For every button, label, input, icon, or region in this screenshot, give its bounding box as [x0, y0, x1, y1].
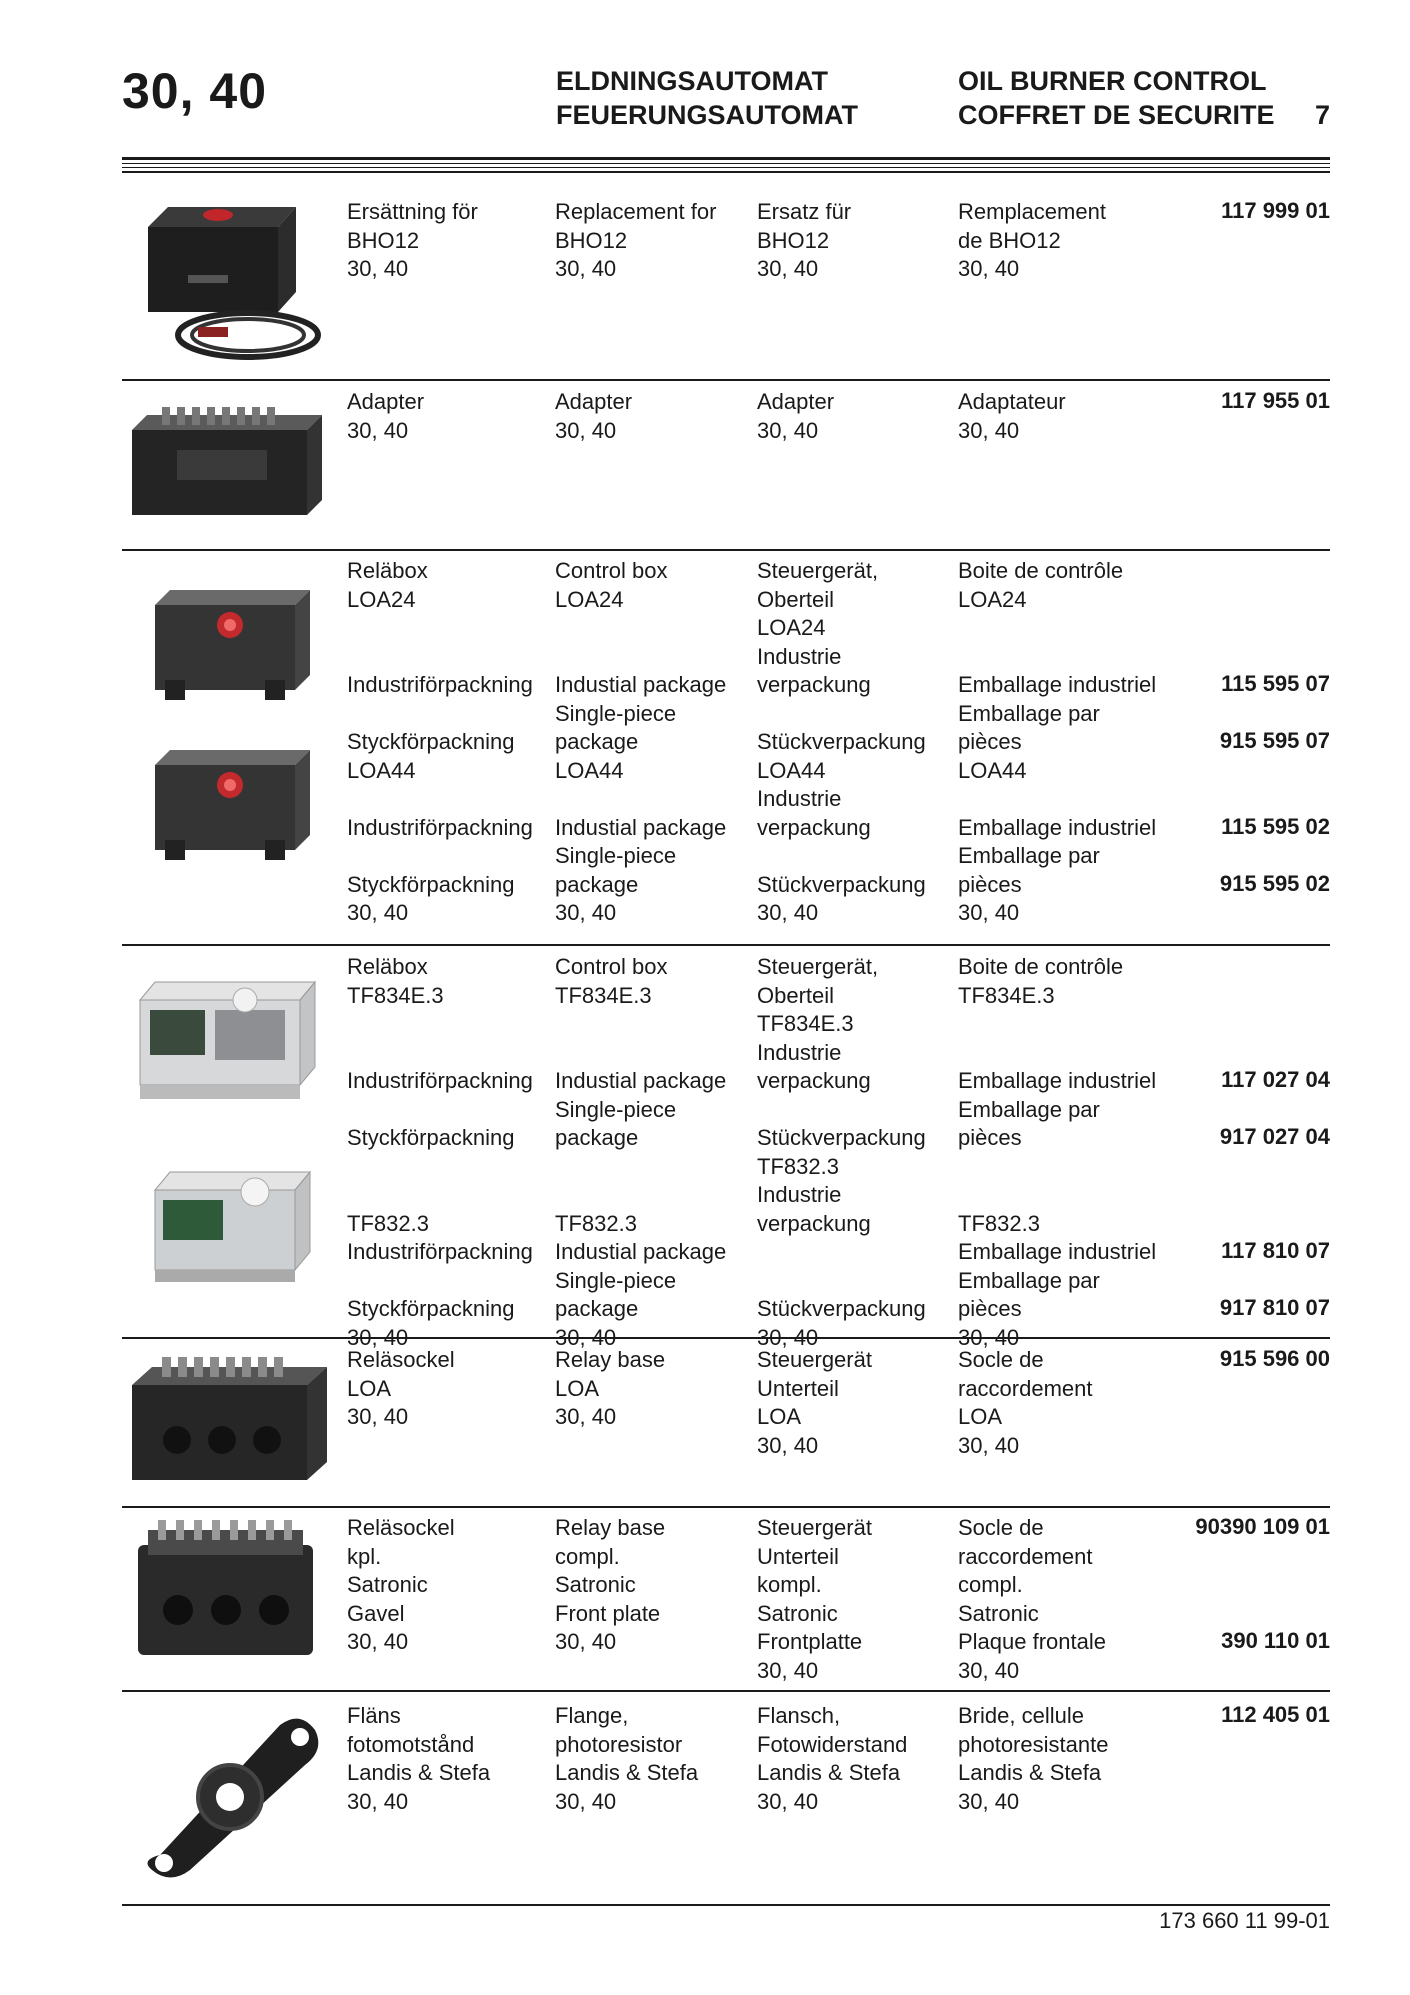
description-line: Socle de — [958, 1347, 1044, 1372]
description-line — [958, 1181, 1156, 1210]
description-line: pièces — [958, 729, 1022, 754]
description-line: Styckförpackning — [347, 871, 515, 897]
description-line: 30, 40 — [958, 1324, 1020, 1350]
description-line — [555, 1039, 726, 1068]
description-line: Satronic — [555, 1572, 636, 1597]
description-line: Stückverpackung — [757, 871, 926, 897]
description-line: package — [555, 1125, 639, 1150]
bho12-replacement-photo — [128, 195, 328, 370]
description-line: LOA24 — [555, 586, 624, 612]
description-line: photoresistor — [555, 1731, 683, 1757]
french-description — [958, 1346, 1093, 1460]
description-line: 30, 40 — [555, 900, 617, 925]
loa44-control-box-photo — [145, 735, 320, 865]
french-description — [958, 198, 1106, 284]
description-line: TF832.3 — [555, 1210, 637, 1236]
english-description — [555, 198, 716, 284]
description-line: Industriförpackning — [347, 672, 533, 697]
description-line: Reläsockel — [347, 1515, 455, 1540]
loa24-control-box-photo — [145, 575, 320, 705]
description-line: TF834E.3 — [347, 982, 444, 1008]
english-description — [555, 557, 726, 928]
description-line: TF834E.3 — [757, 1011, 854, 1036]
description-line: 30, 40 — [958, 1788, 1020, 1814]
german-description — [757, 198, 851, 284]
description-line: LOA24 — [958, 586, 1027, 612]
description-line: 30, 40 — [757, 900, 819, 925]
german-description — [757, 1346, 872, 1460]
description-line: Oberteil — [757, 982, 835, 1008]
description-line: Single-piece — [555, 1096, 677, 1122]
german-description — [757, 1702, 907, 1816]
header-rule-1 — [122, 157, 1330, 160]
article-number: 917 810 07 — [1219, 1295, 1330, 1320]
description-line: Industriförpackning — [347, 1068, 533, 1093]
description-line: Steuergerät, — [757, 954, 879, 979]
description-line — [555, 785, 726, 814]
description-line: Adapter — [555, 389, 633, 414]
description-line: Bride, cellule — [958, 1703, 1084, 1728]
description-line: LOA — [757, 1404, 802, 1429]
description-line: 30, 40 — [347, 256, 409, 281]
french-description — [958, 1702, 1108, 1816]
header-rule-2 — [122, 163, 1330, 164]
description-line: Emballage par — [958, 1267, 1100, 1293]
description-line: 30, 40 — [757, 1432, 819, 1458]
description-line: 30, 40 — [757, 1788, 819, 1814]
article-number: 117 810 07 — [1221, 1238, 1330, 1263]
description-line: Industial package — [555, 1068, 727, 1093]
description-line: BHO12 — [347, 227, 420, 253]
description-line: LOA — [958, 1404, 1003, 1429]
description-line: Adapter — [757, 389, 835, 414]
description-line: 30, 40 — [958, 1432, 1020, 1458]
description-line: 30, 40 — [555, 1324, 617, 1350]
german-description — [757, 557, 926, 928]
french-description — [958, 1514, 1106, 1685]
description-line — [958, 785, 1156, 814]
swedish-description — [347, 388, 424, 445]
english-description — [555, 953, 726, 1352]
article-number: 915 596 00 — [1219, 1346, 1330, 1371]
description-line: 30, 40 — [347, 900, 409, 925]
description-line: kpl. — [347, 1543, 382, 1569]
english-description — [555, 388, 632, 445]
description-line: 30, 40 — [347, 1629, 409, 1654]
description-line — [347, 1010, 533, 1039]
description-line — [958, 614, 1156, 643]
description-line — [347, 842, 533, 871]
description-line: Adapter — [347, 389, 425, 414]
description-line: Single-piece — [555, 700, 677, 726]
description-line: Industial package — [555, 814, 727, 840]
description-line: Ersatz für — [757, 199, 852, 224]
description-line — [347, 614, 533, 643]
page-number: 7 — [1314, 100, 1330, 130]
description-line: Gavel — [347, 1600, 405, 1626]
description-line: Emballage industriel — [958, 1068, 1157, 1093]
description-line: verpackung — [757, 1068, 871, 1093]
description-line: verpackung — [757, 814, 871, 840]
description-line: raccordement — [958, 1375, 1093, 1401]
description-line: Satronic — [347, 1572, 428, 1597]
description-line: Steuergerät — [757, 1347, 872, 1372]
description-line: 30, 40 — [555, 1404, 617, 1429]
description-line: Styckförpackning — [347, 1125, 515, 1150]
description-line — [958, 643, 1156, 672]
satronic-relay-base-photo — [128, 1515, 328, 1680]
description-line: 30, 40 — [757, 1324, 819, 1350]
description-line: Flansch, — [757, 1703, 841, 1728]
description-line: Emballage industriel — [958, 672, 1157, 697]
description-line: Relay base — [555, 1515, 666, 1540]
description-line: Flange, — [555, 1703, 629, 1728]
article-number: 117 027 04 — [1221, 1067, 1330, 1092]
description-line: Emballage par — [958, 1096, 1100, 1122]
description-line: Ersättning för — [347, 199, 478, 224]
description-line: Front plate — [555, 1600, 661, 1626]
description-line: 30, 40 — [757, 1657, 819, 1683]
item-separator — [122, 1690, 1330, 1692]
description-line — [555, 1010, 726, 1039]
description-line: TF834E.3 — [555, 982, 652, 1008]
french-description — [958, 953, 1156, 1352]
french-description — [958, 557, 1156, 928]
description-line: Emballage industriel — [958, 814, 1157, 840]
flange-photoresistor-photo — [130, 1705, 325, 1885]
english-description — [555, 1346, 665, 1432]
description-line: package — [555, 1296, 639, 1321]
description-line: Industrie — [757, 643, 842, 669]
header-rule-4 — [122, 171, 1330, 173]
description-line: Single-piece — [555, 843, 677, 868]
description-line — [958, 1039, 1156, 1068]
english-title: OIL BURNER CONTROL — [958, 66, 1267, 96]
description-line: Control box — [555, 954, 668, 979]
description-line: 30, 40 — [347, 1788, 409, 1814]
description-line: Reläbox — [347, 558, 428, 583]
description-line: Boite de contrôle — [958, 954, 1124, 979]
description-line: LOA44 — [958, 757, 1027, 783]
description-line: package — [555, 871, 639, 897]
description-line: 30, 40 — [347, 417, 409, 443]
description-line: Replacement for — [555, 199, 717, 224]
description-line: LOA44 — [555, 757, 624, 783]
description-line: Styckförpackning — [347, 1296, 515, 1321]
description-line: package — [555, 729, 639, 754]
description-line: LOA44 — [757, 757, 826, 783]
description-line: Oberteil — [757, 586, 835, 612]
description-line: Emballage industriel — [958, 1239, 1157, 1264]
description-line: 30, 40 — [958, 256, 1020, 281]
description-line: LOA44 — [347, 757, 416, 783]
description-line: Control box — [555, 558, 668, 583]
german-description — [757, 388, 834, 445]
description-line: pièces — [958, 1125, 1022, 1150]
description-line: LOA24 — [347, 586, 416, 612]
description-line: compl. — [555, 1543, 620, 1569]
description-line: pièces — [958, 1296, 1022, 1321]
description-line: TF832.3 — [347, 1210, 429, 1236]
german-title: FEUERUNGSAUTOMAT — [556, 100, 858, 130]
description-line: Stückverpackung — [757, 1125, 926, 1150]
tf832-control-box-photo — [145, 1160, 320, 1290]
header-left — [556, 64, 858, 132]
article-number: 917 027 04 — [1219, 1124, 1330, 1149]
description-line: Frontplatte — [757, 1629, 863, 1654]
english-description — [555, 1702, 698, 1816]
description-line: Single-piece — [555, 1267, 677, 1293]
description-line: Landis & Stefa — [757, 1760, 901, 1785]
description-line: Relay base — [555, 1347, 666, 1372]
loa-relay-base-photo — [122, 1345, 332, 1495]
article-number: 117 955 01 — [1221, 388, 1330, 413]
french-description — [958, 388, 1066, 445]
description-line: Steuergerät — [757, 1515, 872, 1540]
article-number: 112 405 01 — [1221, 1702, 1330, 1727]
swedish-description — [347, 1514, 455, 1657]
item-separator — [122, 549, 1330, 551]
swedish-description — [347, 198, 478, 284]
description-line: Emballage par — [958, 843, 1100, 868]
description-line: verpackung — [757, 1210, 871, 1236]
article-number: 390 110 01 — [1221, 1628, 1330, 1653]
item-separator — [122, 1506, 1330, 1508]
adapter-photo — [122, 395, 332, 535]
article-number: 915 595 07 — [1219, 728, 1330, 753]
article-number: 115 595 07 — [1221, 671, 1330, 696]
description-line: 30, 40 — [958, 417, 1020, 443]
description-line — [555, 643, 726, 672]
description-line: BHO12 — [757, 227, 830, 253]
description-line: Fläns — [347, 1703, 401, 1728]
bottom-rule — [122, 1904, 1330, 1906]
description-line: verpackung — [757, 672, 871, 697]
description-line: Remplacement — [958, 199, 1106, 224]
swedish-description — [347, 1346, 455, 1432]
page-code: 30, 40 — [122, 63, 268, 119]
description-line: 30, 40 — [757, 256, 819, 281]
swedish-title: ELDNINGSAUTOMAT — [556, 66, 828, 96]
description-line: Styckförpackning — [347, 729, 515, 754]
description-line — [555, 614, 726, 643]
english-description — [555, 1514, 665, 1657]
description-line: Industial package — [555, 672, 727, 697]
description-line: LOA — [555, 1375, 600, 1401]
article-number: 115 595 02 — [1221, 813, 1330, 839]
description-line: Industriförpackning — [347, 814, 533, 840]
description-line: Landis & Stefa — [347, 1760, 491, 1785]
description-line: 30, 40 — [958, 1657, 1020, 1683]
header-rule-3 — [122, 167, 1330, 168]
description-line: Plaque frontale — [958, 1629, 1106, 1654]
description-line: fotomotstånd — [347, 1731, 475, 1757]
description-line — [757, 1238, 926, 1267]
description-line: 30, 40 — [757, 417, 819, 443]
description-line — [347, 785, 533, 814]
description-line — [555, 1181, 726, 1210]
description-line: 30, 40 — [347, 1404, 409, 1429]
description-line: Landis & Stefa — [555, 1760, 699, 1785]
description-line: Industrie — [757, 1039, 842, 1065]
description-line: TF834E.3 — [958, 982, 1055, 1008]
description-line: Satronic — [958, 1600, 1039, 1626]
description-line: Steuergerät, — [757, 558, 879, 583]
description-line: 30, 40 — [555, 1788, 617, 1814]
description-line: 30, 40 — [347, 1324, 409, 1350]
description-line: TF832.3 — [958, 1210, 1040, 1236]
description-line — [347, 1267, 533, 1296]
description-line — [757, 842, 926, 871]
tf834-control-box-photo — [130, 970, 325, 1115]
description-line: Industriförpackning — [347, 1239, 533, 1264]
description-line: 30, 40 — [555, 417, 617, 443]
description-line: Adaptateur — [958, 389, 1066, 414]
description-line: kompl. — [757, 1572, 822, 1597]
swedish-description — [347, 1702, 490, 1816]
description-line: Unterteil — [757, 1543, 839, 1569]
german-description — [757, 1514, 872, 1685]
description-line — [347, 1096, 533, 1125]
description-line: Reläsockel — [347, 1347, 455, 1372]
description-line: Emballage par — [958, 700, 1100, 726]
document-code: 173 660 11 99-01 — [1159, 1908, 1330, 1933]
description-line: TF832.3 — [757, 1153, 839, 1179]
description-line: Stückverpackung — [757, 1296, 926, 1321]
description-line: Reläbox — [347, 954, 428, 979]
description-line — [555, 1153, 726, 1182]
article-number: 915 595 02 — [1219, 870, 1330, 896]
description-line: compl. — [958, 1572, 1023, 1597]
description-line — [757, 1267, 926, 1296]
description-line: Landis & Stefa — [958, 1760, 1102, 1785]
description-line: Fotowiderstand — [757, 1731, 908, 1757]
french-title: COFFRET DE SECURITE — [958, 100, 1275, 130]
description-line — [347, 1153, 533, 1182]
description-line: 30, 40 — [958, 900, 1020, 925]
article-number: 90390 109 01 — [1195, 1514, 1330, 1539]
description-line — [347, 700, 533, 729]
description-line: de BHO12 — [958, 227, 1061, 253]
description-line: Boite de contrôle — [958, 558, 1124, 583]
description-line: Industrie — [757, 1182, 842, 1207]
description-line: LOA — [347, 1375, 392, 1401]
description-line: photoresistante — [958, 1731, 1109, 1757]
description-line: Industial package — [555, 1239, 727, 1264]
description-line: BHO12 — [555, 227, 628, 253]
description-line: Industrie — [757, 786, 842, 811]
description-line: pièces — [958, 871, 1022, 897]
german-description — [757, 953, 926, 1352]
item-separator — [122, 944, 1330, 946]
description-line: 30, 40 — [555, 256, 617, 281]
item-separator — [122, 379, 1330, 381]
description-line: raccordement — [958, 1543, 1093, 1569]
description-line — [757, 1096, 926, 1125]
description-line — [958, 1010, 1156, 1039]
description-line: LOA24 — [757, 615, 826, 640]
description-line — [347, 1039, 533, 1068]
description-line — [757, 700, 926, 729]
description-line: 30, 40 — [555, 1629, 617, 1654]
description-line: Satronic — [757, 1600, 838, 1626]
description-line — [347, 1181, 533, 1210]
description-line: Socle de — [958, 1515, 1044, 1540]
description-line: Stückverpackung — [757, 729, 926, 754]
description-line — [347, 643, 533, 672]
article-number: 117 999 01 — [1221, 198, 1330, 223]
header-right — [958, 64, 1330, 132]
swedish-description — [347, 953, 533, 1352]
description-line — [958, 1153, 1156, 1182]
swedish-description — [347, 557, 533, 928]
description-line: Unterteil — [757, 1375, 839, 1401]
